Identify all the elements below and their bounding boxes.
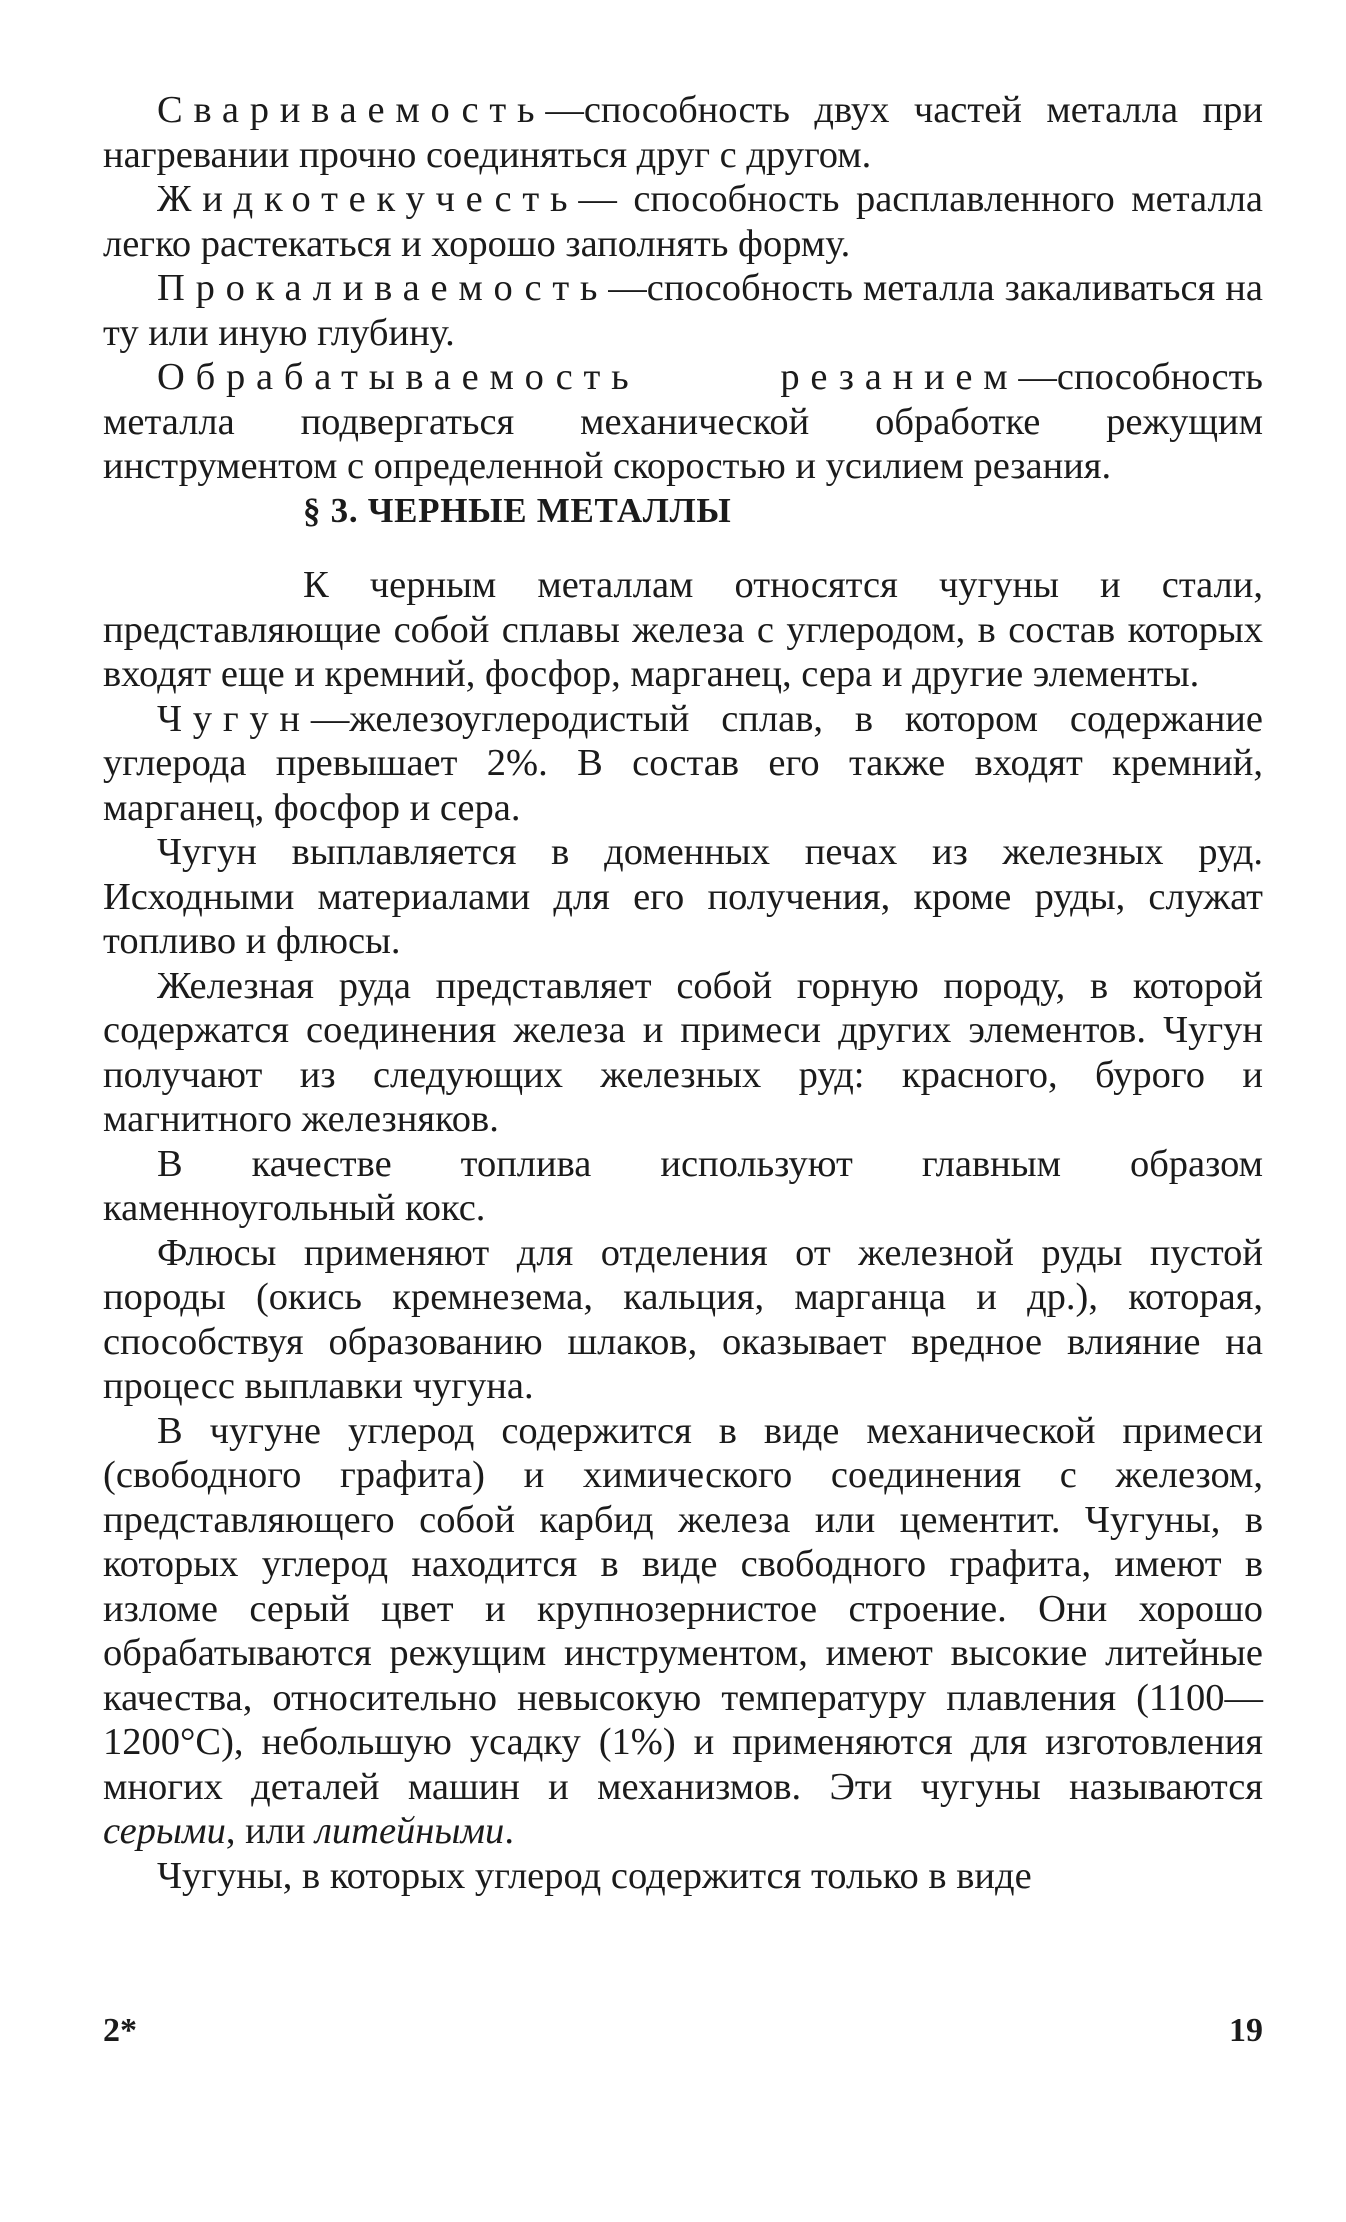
term-hardenability: Прокаливаемость: [157, 267, 609, 309]
paragraph-fluxes: Флюсы применяют для отделения от железной руды пустой породы (окись кремнезема, кальция, марганца и др.), которая, способствуя образованию шлаков, оказывает вредное влияние на процесс выплавки чугуна.: [103, 1231, 1263, 1407]
definition-text: — способность расплавленного металла легко растекаться и хорошо заполнять форму.: [103, 178, 1263, 265]
definition-hardenability: [103, 266, 1263, 355]
paragraph-continuation: Чугуны, в которых углерод содержится только в виде: [157, 1854, 1032, 1897]
signature-mark: 2*: [103, 2012, 137, 2049]
page-number: 19: [1229, 2012, 1263, 2049]
page-footer: [103, 2012, 1263, 2062]
definition-text: —способность металла закаливаться на ту или иную глубину.: [103, 267, 1263, 354]
paragraph-iron-ore: Железная руда представляет собой горную породу, в которой содержатся соединения железа и примеси других элементов. Чугун получают из следующих железных руд: красного, бурого и магнитного железняков.: [103, 964, 1263, 1140]
sentence-end: .: [504, 1810, 514, 1852]
definition-machinability: [103, 355, 1263, 489]
section-heading: § 3. ЧЕРНЫЕ МЕТАЛЛЫ: [303, 490, 732, 530]
term-cast-iron: Чугун: [157, 697, 311, 740]
italic-term-foundry: литейными: [315, 1810, 505, 1852]
connector-text: , или: [225, 1810, 306, 1852]
definition-text: —способность двух частей металла при нагревании прочно соединяться друг с другом.: [103, 89, 1263, 176]
paragraph-gray-iron: [103, 1409, 1263, 1854]
paragraph-fuel: В качестве топлива используют главным образом каменноугольный кокс.: [103, 1142, 1263, 1229]
definition-text: —способность металла подвергаться механической обработке режущим инструментом с определенной скоростью и усилием резания.: [103, 356, 1263, 487]
gray-iron-text: В чугуне углерод содержится в виде механической примеси (свободного графита) и химического соединения с железом, представляющего собой карбид железа или цементит. Чугуны, в которых углерод находится в виде свободного графита, имеют в изломе серый цвет и крупнозернистое строение. Они хорошо обрабатываются режущим инструментом, имеют высокие литейные качества, относительно невысокую температуру плавления (1100—1200°С), небольшую усадку (1%) и применяются для изготовления многих деталей машин и механизмов. Эти чугуны называются: [103, 1409, 1263, 1808]
definition-fluidity: [103, 177, 1263, 266]
italic-term-gray: серыми: [103, 1810, 226, 1852]
cast-iron-definition: [103, 697, 1263, 831]
text-column: [103, 88, 1263, 1898]
intro-paragraph: К черным металлам относятся чугуны и стали, представляющие собой сплавы железа с углеродом, в состав которых входят еще и кремний, фосфор, марганец, сера и другие элементы.: [103, 564, 1263, 695]
term-weldability: Свариваемость: [157, 89, 546, 131]
definition-weldability: [103, 88, 1263, 177]
cast-iron-definition-text: —железоуглеродистый сплав, в котором содержание углерода превышает 2%. В состав его также входят кремний, марганец, фосфор и сера.: [103, 697, 1263, 829]
term-machinability: Обрабатываемость резанием: [157, 356, 1019, 398]
paragraph-smelting: Чугун выплавляется в доменных печах из железных руд. Исходными материалами для его получения, кроме руды, служат топливо и флюсы.: [103, 831, 1263, 962]
term-fluidity: Жидкотекучесть: [157, 178, 579, 220]
